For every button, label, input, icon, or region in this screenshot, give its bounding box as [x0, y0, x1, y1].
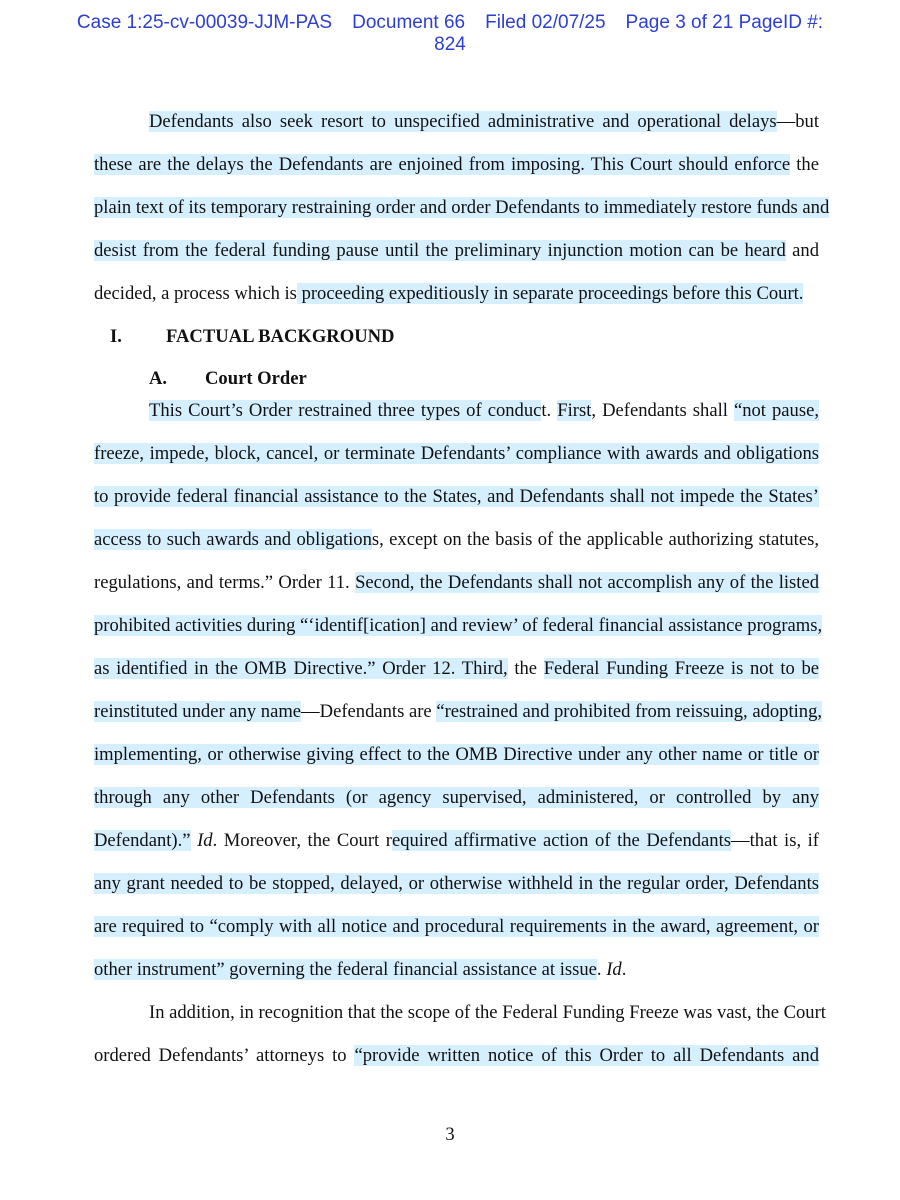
- text-line: decided, a process which is proceeding expeditiously in separate proceedings before this Court.: [94, 283, 804, 304]
- highlight: access to such awards and obligation: [94, 529, 372, 550]
- highlight: any grant needed to be stopped, delayed, or otherwise withheld in the regular order, Defendants: [94, 873, 819, 894]
- highlight: other instrument” governing the federal financial assistance at issue: [94, 959, 597, 980]
- text-line: these are the delays the Defendants are enjoined from imposing. This Court should enforce the: [94, 154, 819, 175]
- highlight: through any other Defendants (or agency supervised, administered, or controlled by any: [94, 787, 819, 808]
- text-line: other instrument” governing the federal financial assistance at issue. Id.: [94, 959, 627, 980]
- text-line: [94, 912, 819, 955]
- text-line: [94, 611, 823, 654]
- highlight: these are the delays the Defendants are enjoined from imposing. This Court should enforce: [94, 154, 791, 175]
- page-info: Page 3 of 21 PageID #:: [625, 12, 824, 33]
- highlight: implementing, or otherwise giving effect to the OMB Directive under any other name or title or: [94, 744, 819, 765]
- paragraph-1: [94, 107, 830, 322]
- highlight: This Court’s Order restrained three types of conduc: [149, 400, 542, 421]
- text-line: access to such awards and obligations, except on the basis of the applicable authorizing statutes,: [94, 529, 819, 550]
- highlight: Second, the Defendants shall not accomplish any of the listed: [355, 572, 819, 593]
- text-line: In addition, in recognition that the scope of the Federal Funding Freeze was vast, the Court: [149, 1002, 826, 1023]
- subsection-title: Court Order: [205, 368, 307, 389]
- document-number: Document 66: [352, 12, 466, 33]
- section-number: I.: [110, 326, 122, 347]
- text-line: Defendant).” Id. Moreover, the Court required affirmative action of the Defendants—that is, if: [94, 830, 820, 851]
- text-line: ordered Defendants’ attorneys to “provide written notice of this Order to all Defendants and: [94, 1045, 819, 1066]
- paragraph-2: [94, 396, 823, 998]
- highlight: “restrained and prohibited from reissuing, adopting,: [436, 701, 823, 722]
- case-header: [0, 12, 900, 56]
- highlight: Defendants also seek resort to unspecified administrative and operational delays: [149, 111, 777, 132]
- highlight: desist from the federal funding pause until the preliminary injunction motion can be heard: [94, 240, 786, 261]
- highlight: reinstituted under any name: [94, 701, 302, 722]
- highlight: plain text of its temporary restraining order and order Defendants to immediately restore funds and: [94, 197, 830, 218]
- text-line: desist from the federal funding pause until the preliminary injunction motion can be heard and: [94, 240, 820, 261]
- highlight: First: [557, 400, 592, 421]
- highlight: as identified in the OMB Directive.” Order 12.: [94, 658, 462, 679]
- text-line: reinstituted under any name—Defendants are “restrained and prohibited from reissuing, adopting,: [94, 701, 823, 722]
- case-number: Case 1:25-cv-00039-JJM-PAS: [76, 12, 333, 33]
- highlight: freeze, impede, block, cancel, or terminate Defendants’ compliance with awards and obligations: [94, 443, 819, 464]
- subsection-number: A.: [149, 368, 168, 389]
- highlight: to provide federal financial assistance to the States, and Defendants shall not impede the States’: [94, 486, 819, 507]
- text-line: [94, 439, 819, 482]
- highlight: prohibited activities during “‘identif[ication] and review’ of federal financial assistance programs,: [94, 615, 823, 636]
- paragraph-3: [94, 998, 826, 1084]
- page-id: 824: [434, 34, 466, 55]
- highlight: Federal Funding Freeze is not to be: [543, 658, 819, 679]
- section-title: FACTUAL BACKGROUND: [166, 326, 395, 347]
- citation-id: Id: [197, 830, 213, 851]
- text-line: as identified in the OMB Directive.” Order 12. Third, the Federal Funding Freeze is not to be: [94, 658, 819, 679]
- filed-date: Filed 02/07/25: [485, 12, 606, 33]
- highlight: proceeding expeditiously in separate proceedings before this Court.: [296, 283, 804, 304]
- highlight: equired affirmative action of the Defendants: [391, 830, 732, 851]
- text-line: regulations, and terms.” Order 11. Second, the Defendants shall not accomplish any of the listed: [94, 572, 819, 593]
- section-heading: [94, 322, 819, 364]
- subsection-heading: [94, 364, 819, 396]
- text-line: [94, 740, 819, 783]
- text-line: This Court’s Order restrained three types of conduct. First, Defendants shall “not pause,: [149, 400, 819, 421]
- text-line: [94, 193, 830, 236]
- highlight: are required to “comply with all notice and procedural requirements in the award, agreement, or: [94, 916, 819, 937]
- highlight: Defendant).”: [94, 830, 191, 851]
- highlight: “provide written notice of this Order to all Defendants and: [354, 1045, 819, 1066]
- document-body: [94, 107, 830, 1084]
- text-line: [94, 869, 819, 912]
- citation-id: Id: [606, 959, 622, 980]
- text-line: [94, 783, 819, 826]
- text-line: Defendants also seek resort to unspecified administrative and operational delays—but: [149, 111, 819, 132]
- text-line: [94, 482, 819, 525]
- page-number: 3: [445, 1124, 455, 1145]
- highlight: Third,: [461, 658, 508, 679]
- highlight: “not pause,: [733, 400, 819, 421]
